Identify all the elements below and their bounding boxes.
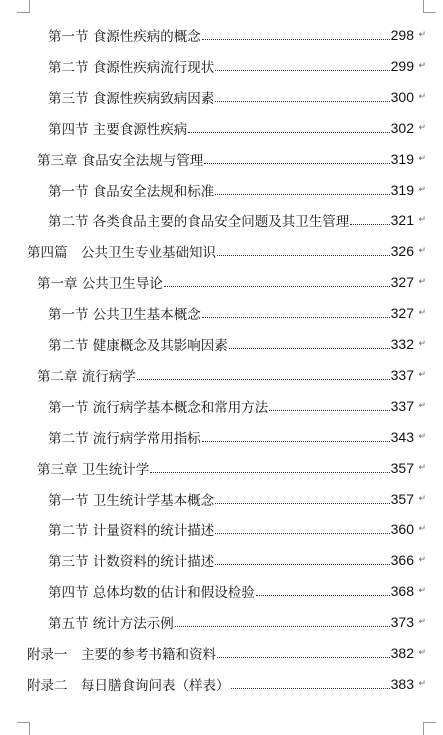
paragraph-mark-icon: ↵ xyxy=(418,277,426,288)
toc-dot-leader xyxy=(350,223,389,225)
toc-entry-title: 第三章 卫生统计学 xyxy=(37,461,150,478)
paragraph-mark-icon: ↵ xyxy=(418,648,426,658)
toc-dot-leader xyxy=(164,285,390,287)
margin-corner-top-left xyxy=(17,0,30,13)
toc-entry[interactable] xyxy=(48,394,414,418)
toc-entry-title: 附录一 主要的参考书籍和资料 xyxy=(27,647,216,663)
toc-entry-page-number: 357 xyxy=(390,490,414,507)
toc-entry[interactable] xyxy=(48,517,414,541)
toc-entry[interactable] xyxy=(37,147,414,171)
toc-entry-title: 第一节 流行病学基本概念和常用方法 xyxy=(48,399,269,416)
paragraph-mark-icon: ↵ xyxy=(418,678,426,689)
toc-entry-title: 第一节 卫生统计学基本概念 xyxy=(48,492,215,509)
toc-dot-leader xyxy=(202,440,390,442)
paragraph-mark-icon: ↵ xyxy=(418,524,426,535)
toc-entry-title: 第一节 食品安全法规和标准 xyxy=(48,183,215,200)
toc-entry-page-number: 332 xyxy=(390,336,414,352)
paragraph-mark-icon: ↵ xyxy=(418,308,426,319)
toc-dot-leader xyxy=(215,100,389,102)
toc-entry[interactable] xyxy=(48,208,414,232)
toc-entry-page-number: 343 xyxy=(390,428,414,445)
toc-entry-title: 第二节 计量资料的统计描述 xyxy=(48,523,215,540)
toc-entry-page-number: 382 xyxy=(390,645,414,661)
margin-corner-top-right xyxy=(423,0,436,13)
toc-dot-leader xyxy=(229,347,390,349)
toc-entry-title: 第三节 计数资料的统计描述 xyxy=(48,554,215,571)
toc-dot-leader xyxy=(202,38,390,40)
paragraph-mark-icon: ↵ xyxy=(418,555,426,566)
margin-corner-bottom-right xyxy=(423,722,436,735)
toc-entry-title: 第四节 总体均数的估计和假设检验 xyxy=(48,585,255,602)
paragraph-mark-icon: ↵ xyxy=(418,493,426,504)
paragraph-mark-icon: ↵ xyxy=(418,30,426,40)
toc-entry[interactable] xyxy=(48,487,414,511)
toc-entry[interactable] xyxy=(27,672,414,696)
toc-dot-leader xyxy=(217,656,390,658)
toc-entry-page-number: 366 xyxy=(390,552,414,569)
toc-entry[interactable] xyxy=(48,579,414,603)
paragraph-mark-icon: ↵ xyxy=(418,184,426,195)
toc-entry-page-number: 302 xyxy=(390,119,414,136)
paragraph-mark-icon: ↵ xyxy=(418,369,426,380)
toc-entry-page-number: 337 xyxy=(390,397,414,414)
toc-entry-title: 第一节 公共卫生基本概念 xyxy=(48,307,201,324)
toc-entry-title: 第四节 主要食源性疾病 xyxy=(48,121,188,138)
toc-entry-page-number: 321 xyxy=(390,212,414,229)
toc-entry-page-number: 300 xyxy=(390,88,414,105)
toc-dot-leader xyxy=(215,502,389,504)
toc-entry[interactable] xyxy=(48,610,414,634)
toc-entry[interactable] xyxy=(48,425,414,449)
paragraph-mark-icon: ↵ xyxy=(418,215,426,226)
paragraph-mark-icon: ↵ xyxy=(418,60,426,71)
toc-dot-leader xyxy=(217,254,390,256)
toc-entry-title: 第二节 食源性疾病流行现状 xyxy=(48,59,215,76)
toc-entry[interactable] xyxy=(48,23,414,47)
toc-dot-leader xyxy=(175,625,390,627)
toc-entry-page-number: 327 xyxy=(390,274,414,291)
toc-dot-leader xyxy=(204,162,389,164)
toc-entry[interactable] xyxy=(27,641,414,665)
toc-dot-leader xyxy=(215,69,389,71)
toc-dot-leader xyxy=(215,563,389,565)
toc-entry-page-number: 383 xyxy=(390,675,414,692)
paragraph-mark-icon: ↵ xyxy=(418,91,426,102)
toc-dot-leader xyxy=(137,378,390,380)
margin-corner-bottom-left xyxy=(17,722,30,735)
toc-entry-page-number: 298 xyxy=(390,27,414,43)
paragraph-mark-icon: ↵ xyxy=(418,617,426,628)
toc-entry-title: 附录二 每日膳食询问表（样表） xyxy=(27,677,230,694)
toc-entry[interactable] xyxy=(37,363,414,387)
paragraph-mark-icon: ↵ xyxy=(418,400,426,411)
toc-entry-title: 第二节 流行病学常用指标 xyxy=(48,430,201,447)
toc-entry-page-number: 360 xyxy=(390,521,414,538)
toc-entry[interactable] xyxy=(27,239,414,263)
toc-dot-leader xyxy=(188,131,389,133)
toc-entry-title: 第一章 公共卫生导论 xyxy=(37,276,163,293)
paragraph-mark-icon: ↵ xyxy=(418,586,426,597)
toc-entry[interactable] xyxy=(48,54,414,78)
paragraph-mark-icon: ↵ xyxy=(418,431,426,442)
paragraph-mark-icon: ↵ xyxy=(418,339,426,349)
toc-entry-page-number: 319 xyxy=(390,150,414,167)
toc-entry-title: 第四篇 公共卫生专业基础知识 xyxy=(27,245,216,262)
toc-entry[interactable] xyxy=(48,85,414,109)
toc-dot-leader xyxy=(231,687,390,689)
toc-entry-page-number: 319 xyxy=(390,181,414,198)
toc-entry[interactable] xyxy=(37,456,414,480)
toc-entry[interactable] xyxy=(48,301,414,325)
toc-dot-leader xyxy=(215,532,389,534)
paragraph-mark-icon: ↵ xyxy=(418,246,426,257)
toc-entry-page-number: 357 xyxy=(390,459,414,476)
toc-entry-page-number: 299 xyxy=(390,57,414,74)
toc-entry-title: 第二章 流行病学 xyxy=(37,368,136,385)
toc-entry[interactable] xyxy=(48,548,414,572)
toc-entry-title: 第三节 食源性疾病致病因素 xyxy=(48,90,215,107)
toc-entry-title: 第三章 食品安全法规与管理 xyxy=(37,152,204,169)
paragraph-mark-icon: ↵ xyxy=(418,153,426,164)
toc-entry-title: 第二节 各类食品主要的食品安全问题及其卫生管理 xyxy=(48,214,350,231)
toc-dot-leader xyxy=(150,471,389,473)
toc-dot-leader xyxy=(256,594,390,596)
toc-entry-page-number: 326 xyxy=(390,243,414,260)
toc-dot-leader xyxy=(202,316,390,318)
toc-entry-page-number: 337 xyxy=(390,366,414,383)
paragraph-mark-icon: ↵ xyxy=(418,122,426,133)
toc-entry-title: 第二节 健康概念及其影响因素 xyxy=(48,338,228,354)
toc-dot-leader xyxy=(269,409,389,411)
toc-entry-title: 第一节 食源性疾病的概念 xyxy=(48,29,201,45)
toc-dot-leader xyxy=(215,193,389,195)
toc-entry-page-number: 327 xyxy=(390,305,414,322)
toc-entry-page-number: 373 xyxy=(390,614,414,631)
paragraph-mark-icon: ↵ xyxy=(418,462,426,473)
toc-entry[interactable] xyxy=(48,178,414,202)
toc-entry-title: 第五节 统计方法示例 xyxy=(48,616,174,633)
toc-entry[interactable] xyxy=(48,332,414,356)
toc-entry[interactable] xyxy=(48,116,414,140)
toc-entry-page-number: 368 xyxy=(390,583,414,600)
toc-entry[interactable] xyxy=(37,270,414,294)
